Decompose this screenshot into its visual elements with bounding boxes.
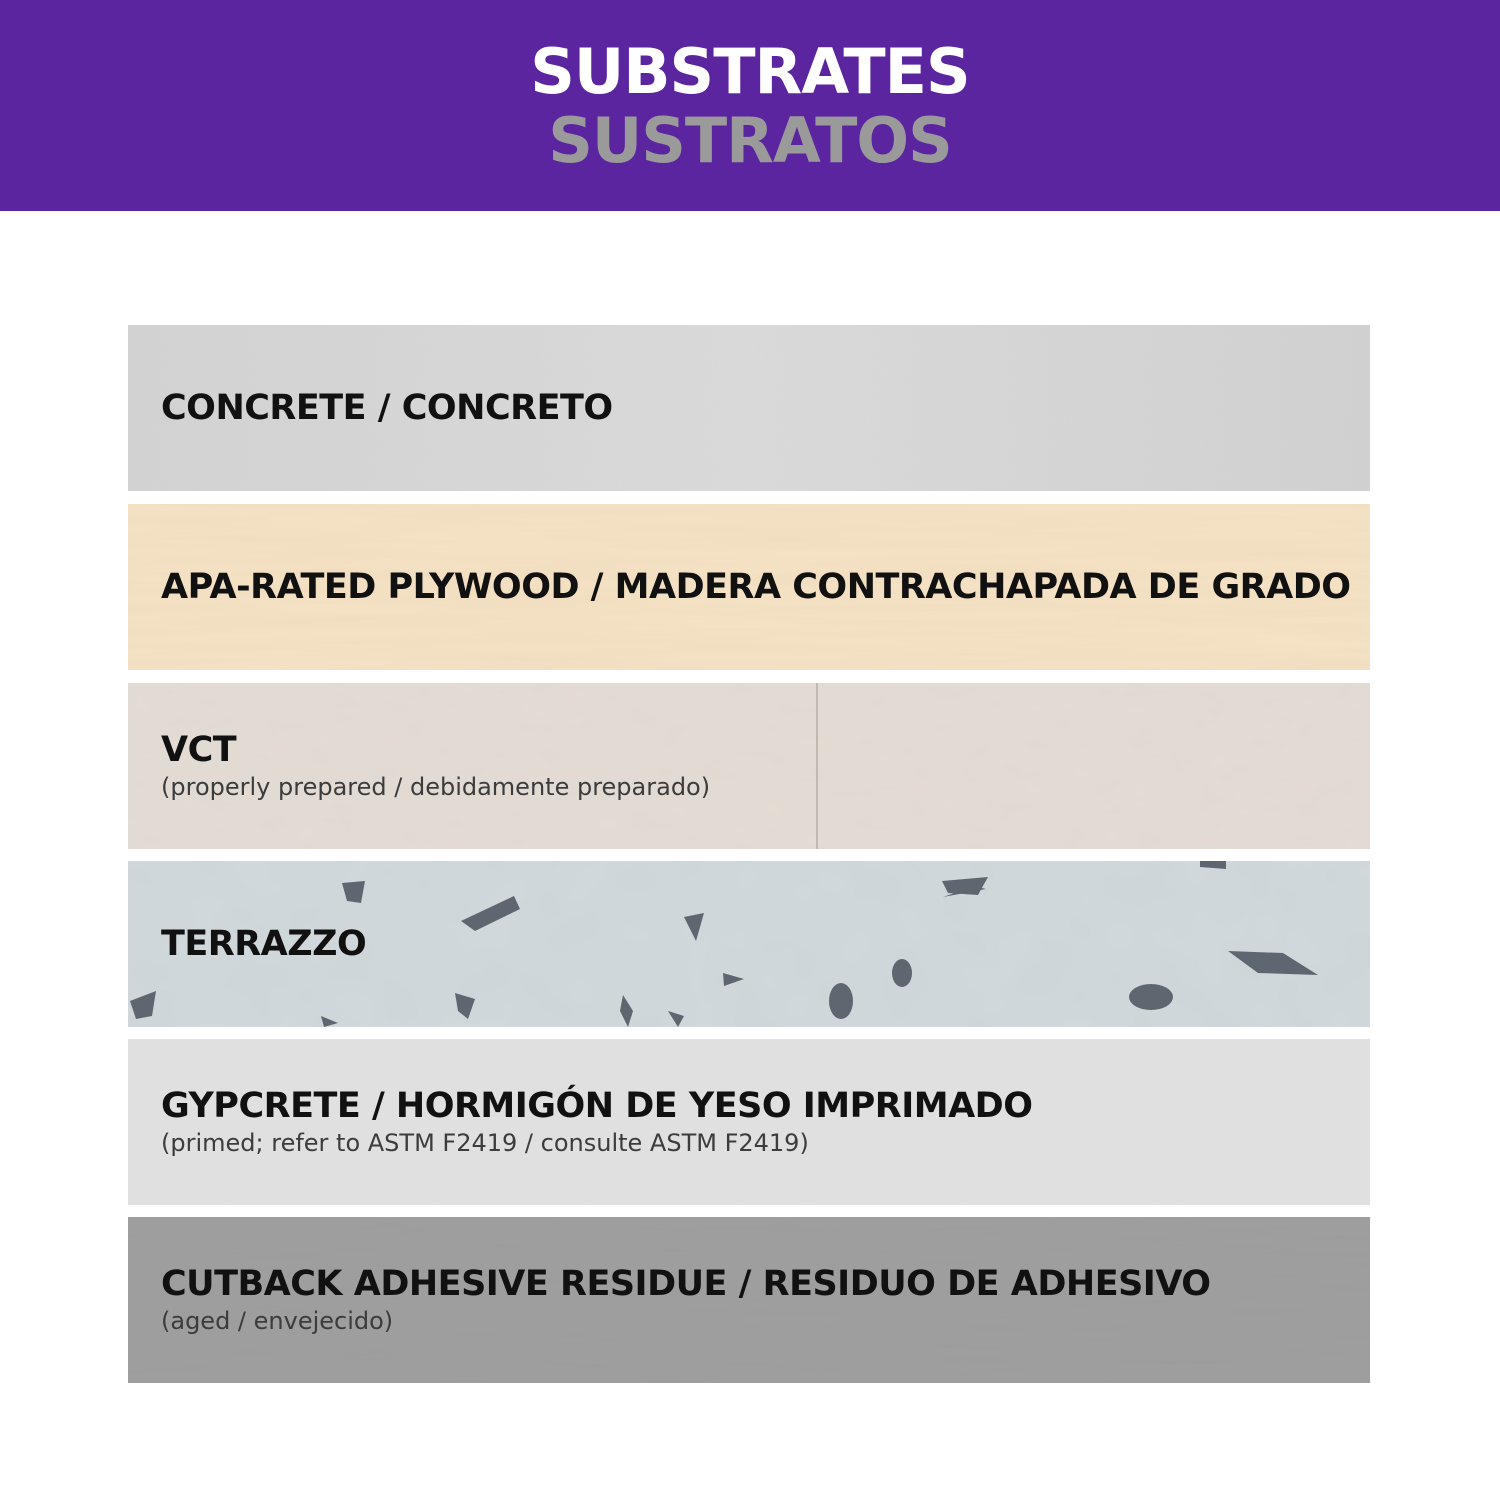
substrate-row-plywood [128,504,1370,670]
substrate-label: CUTBACK ADHESIVE RESIDUE / RESIDUO DE ADHESIVO [161,1264,1211,1304]
substrate-label: TERRAZZO [161,924,367,964]
substrate-label-group [161,1039,1033,1205]
substrate-row-vct [128,683,1370,849]
header-banner [0,0,1500,211]
substrate-label-group [161,504,1351,670]
title-english: SUBSTRATES [530,35,970,108]
title-spanish: SUSTRATOS [548,104,952,177]
substrate-note: (properly prepared / debidamente preparado) [161,773,711,801]
substrate-label-group [161,325,613,491]
substrate-row-terrazzo [128,861,1370,1027]
substrate-note: (primed; refer to ASTM F2419 / consulte ASTM F2419) [161,1129,809,1157]
substrate-label-group [161,683,710,849]
substrate-row-gypcrete [128,1039,1370,1205]
substrate-row-concrete [128,325,1370,491]
substrate-label-group [161,1217,1211,1383]
substrate-row-cutback [128,1217,1370,1383]
substrate-note: (aged / envejecido) [161,1307,394,1335]
substrate-label-group [161,861,366,1027]
substrate-label: GYPCRETE / HORMIGÓN DE YESO IMPRIMADO [161,1086,1033,1126]
substrate-label: APA-RATED PLYWOOD / MADERA CONTRACHAPADA DE GRADO [161,567,1351,607]
substrate-label: VCT [161,730,237,770]
substrate-label: CONCRETE / CONCRETO [161,388,613,428]
